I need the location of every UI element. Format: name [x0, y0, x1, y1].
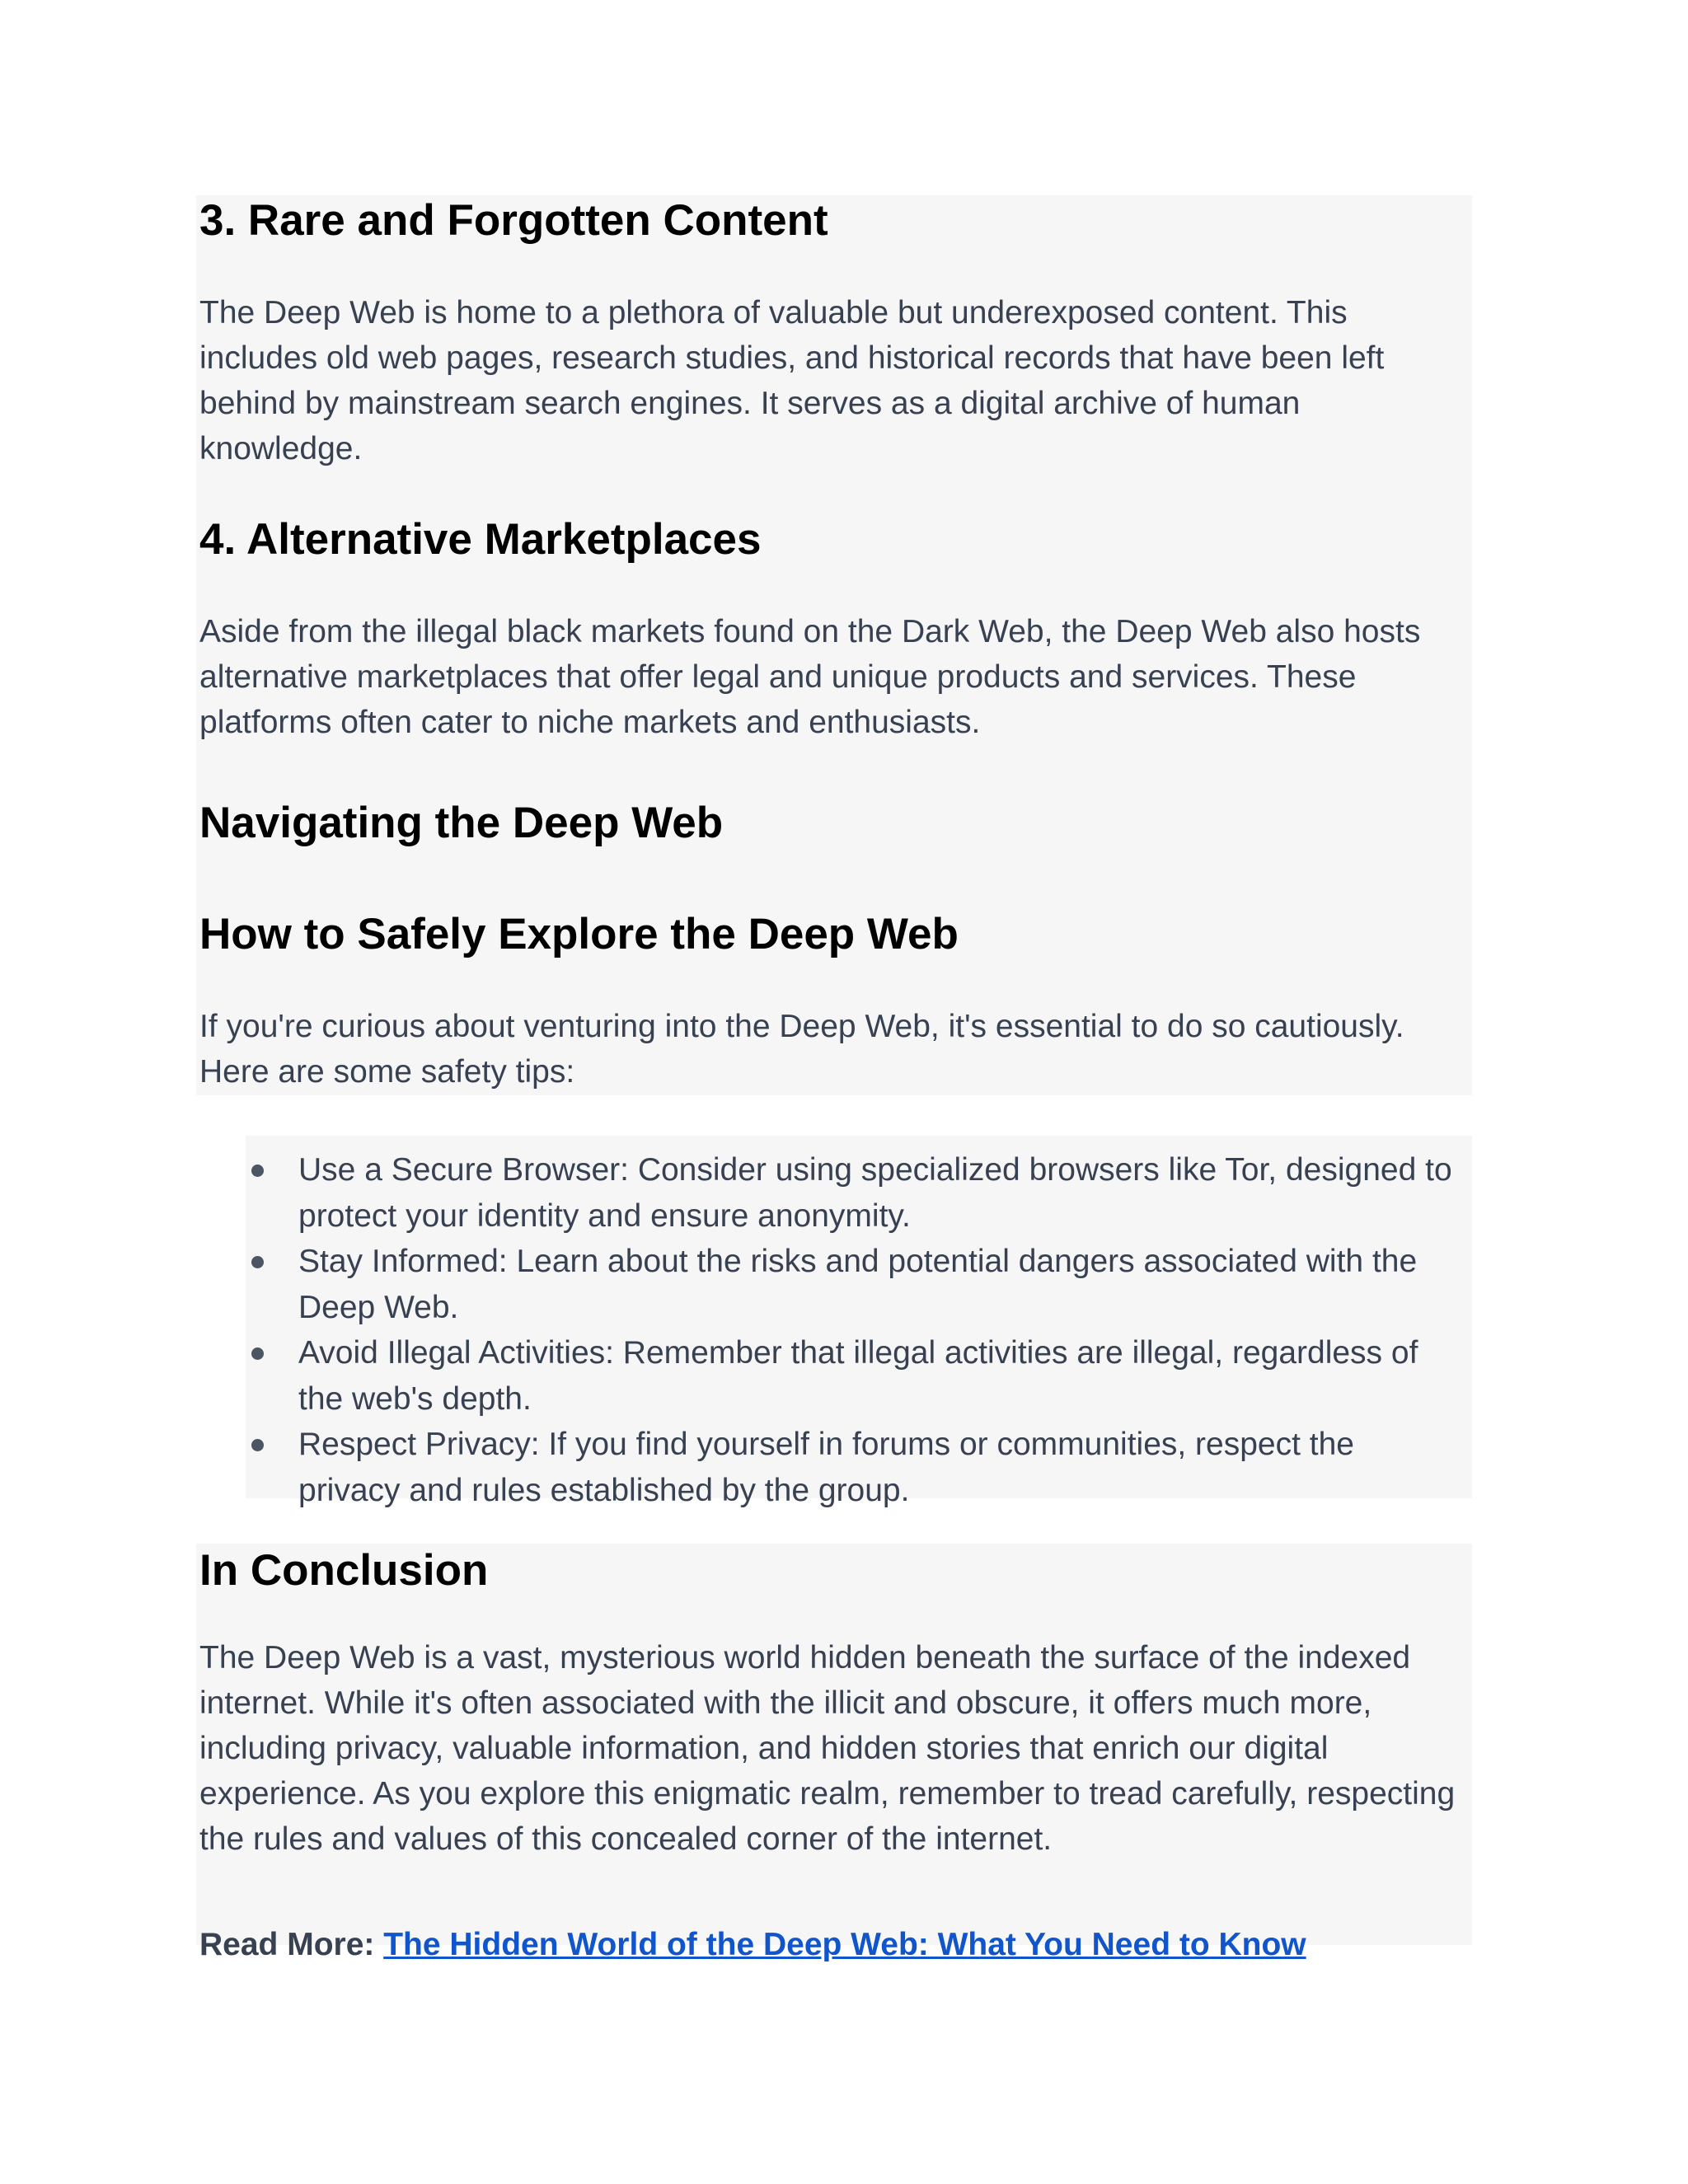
heading-alternative-marketplaces: 4. Alternative Marketplaces: [199, 515, 762, 564]
list-item: [249, 1147, 1493, 1239]
list-item: [249, 1330, 1493, 1422]
paragraph-line: If you're curious about venturing into the Deep Web, it's essential to do so cautiously.: [199, 1009, 1404, 1044]
safety-tips-list: [249, 1147, 1493, 1513]
list-item-line: protect your identity and ensure anonymity.: [298, 1197, 911, 1234]
heading-navigating-deep-web: Navigating the Deep Web: [199, 799, 724, 847]
paragraph-line: alternative marketplaces that offer legal and unique products and services. These: [199, 659, 1357, 695]
bullet-icon: [251, 1439, 264, 1451]
read-more-label: Read More:: [199, 1927, 375, 1962]
heading-rare-forgotten-content: 3. Rare and Forgotten Content: [199, 196, 828, 245]
list-item-line: Avoid Illegal Activities: Remember that illegal activities are illegal, regardless of: [298, 1335, 1418, 1371]
read-more: [199, 1922, 1306, 1967]
paragraph-line: platforms often cater to niche markets and enthusiasts.: [199, 705, 981, 740]
list-item-line: Deep Web.: [298, 1289, 459, 1325]
list-item-line: Respect Privacy: If you find yourself in forums or communities, respect the: [298, 1427, 1355, 1462]
list-item: [249, 1239, 1493, 1330]
paragraph-line: includes old web pages, research studies, and historical records that have been left: [199, 340, 1385, 376]
paragraph-line: Here are some safety tips:: [199, 1054, 575, 1090]
list-item: [249, 1422, 1493, 1513]
paragraph-line: including privacy, valuable information, and hidden stories that enrich our digital: [199, 1731, 1329, 1766]
read-more-link[interactable]: The Hidden World of the Deep Web: What You Need to Know: [383, 1927, 1306, 1962]
bullet-icon: [251, 1256, 264, 1268]
bullet-icon: [251, 1347, 264, 1360]
paragraph-line: behind by mainstream search engines. It serves as a digital archive of human: [199, 386, 1301, 421]
paragraph-line: The Deep Web is a vast, mysterious world hidden beneath the surface of the indexed: [199, 1640, 1411, 1675]
list-item-line: the web's depth.: [298, 1380, 532, 1417]
list-item-line: Stay Informed: Learn about the risks and potential dangers associated with the: [298, 1244, 1418, 1279]
heading-in-conclusion: In Conclusion: [199, 1546, 489, 1595]
paragraph-line: Aside from the illegal black markets found on the Dark Web, the Deep Web also hosts: [199, 614, 1421, 649]
paragraph-line: internet. While it's often associated with the illicit and obscure, it offers much more,: [199, 1685, 1372, 1721]
paragraph-line: experience. As you explore this enigmatic realm, remember to tread carefully, respecting: [199, 1776, 1456, 1811]
paragraph-line: knowledge.: [199, 431, 363, 466]
list-item-line: Use a Secure Browser: Consider using specialized browsers like Tor, designed to: [298, 1152, 1452, 1188]
paragraph-line: the rules and values of this concealed corner of the internet.: [199, 1821, 1053, 1857]
paragraph-line: The Deep Web is home to a plethora of valuable but underexposed content. This: [199, 295, 1348, 330]
list-item-line: privacy and rules established by the group.: [298, 1472, 910, 1508]
heading-how-to-safely-explore: How to Safely Explore the Deep Web: [199, 910, 959, 958]
bullet-icon: [251, 1165, 264, 1177]
